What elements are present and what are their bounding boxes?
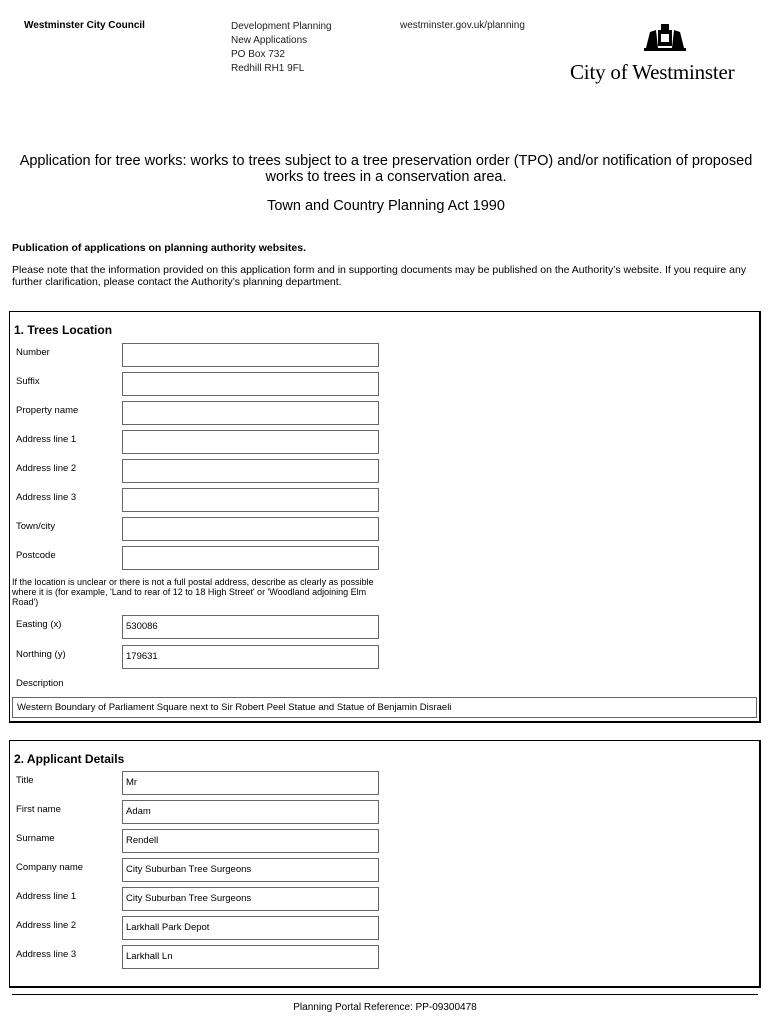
property-name-field[interactable]	[122, 401, 379, 425]
postcode-field[interactable]	[122, 546, 379, 570]
surname-field[interactable]: Rendell	[122, 829, 379, 853]
coat-of-arms-icon	[640, 22, 690, 56]
field-label: Property name	[16, 405, 79, 416]
portal-reference: Planning Portal Reference: PP-09300478	[293, 1002, 477, 1013]
section-title: 2. Applicant Details	[14, 752, 125, 766]
address-line: Development Planning	[231, 21, 332, 32]
form-act: Town and Country Planning Act 1990	[267, 198, 505, 214]
address-line: New Applications	[231, 35, 308, 46]
postal-address	[231, 20, 332, 76]
easting-field[interactable]: 530086	[122, 615, 379, 639]
address-line-2-field[interactable]	[122, 459, 379, 483]
field-label: Number	[16, 347, 50, 358]
publication-heading: Publication of applications on planning authority websites.	[12, 242, 307, 254]
field-label: Address line 3	[16, 949, 77, 960]
title-field[interactable]: Mr	[122, 771, 379, 795]
field-label: Title	[16, 775, 34, 786]
address-line-3-field[interactable]: Larkhall Ln	[122, 945, 379, 969]
field-label: Suffix	[16, 376, 40, 387]
field-label: Description	[16, 678, 64, 689]
address-line-2-field[interactable]: Larkhall Park Depot	[122, 916, 379, 940]
suffix-field[interactable]	[122, 372, 379, 396]
field-label: Postcode	[16, 550, 56, 561]
form-title: Application for tree works: works to trees subject to a tree preservation order (TPO) and/or notification of proposed works to trees in a conservation area.	[19, 153, 753, 185]
address-line-1-field[interactable]	[122, 430, 379, 454]
field-label: Surname	[16, 833, 55, 844]
field-label: Address line 2	[16, 920, 77, 931]
field-label: Easting (x)	[16, 619, 62, 630]
company-name-field[interactable]: City Suburban Tree Surgeons	[122, 858, 379, 882]
field-label: Address line 3	[16, 492, 77, 503]
location-note: If the location is unclear or there is not a full postal address, describe as clearly as possible where it is (for example, 'Land to rear of 12 to 18 High Street' or 'Woodland adjoining Elm Road')	[12, 577, 374, 607]
brand-logo-text: City of Westminster	[570, 60, 735, 84]
field-label: Northing (y)	[16, 649, 66, 660]
publication-notice: Please note that the information provided on this application form and in supporting documents may be published on the Authority’s website. If you require any further clarification, please contact the Authority’s planning department.	[12, 264, 747, 288]
field-label: Address line 1	[16, 434, 77, 445]
address-line: Redhill RH1 9FL	[231, 63, 305, 74]
northing-field[interactable]: 179631	[122, 645, 379, 669]
section-applicant-details	[9, 740, 761, 988]
number-field[interactable]	[122, 343, 379, 367]
council-name: Westminster City Council	[24, 20, 145, 31]
address-line-1-field[interactable]: City Suburban Tree Surgeons	[122, 887, 379, 911]
field-label: Address line 2	[16, 463, 77, 474]
field-label: Company name	[16, 862, 84, 873]
section-trees-location	[9, 311, 761, 723]
field-label: First name	[16, 804, 61, 815]
footer-divider	[12, 994, 758, 995]
website-link[interactable]: westminster.gov.uk/planning	[400, 20, 525, 31]
section-title: 1. Trees Location	[14, 323, 113, 337]
field-label: Address line 1	[16, 891, 77, 902]
first-name-field[interactable]: Adam	[122, 800, 379, 824]
field-label: Town/city	[16, 521, 56, 532]
description-field[interactable]: Western Boundary of Parliament Square next to Sir Robert Peel Statue and Statue of Benjamin Disraeli	[12, 697, 757, 718]
address-line-3-field[interactable]	[122, 488, 379, 512]
address-line: PO Box 732	[231, 49, 285, 60]
town-city-field[interactable]	[122, 517, 379, 541]
